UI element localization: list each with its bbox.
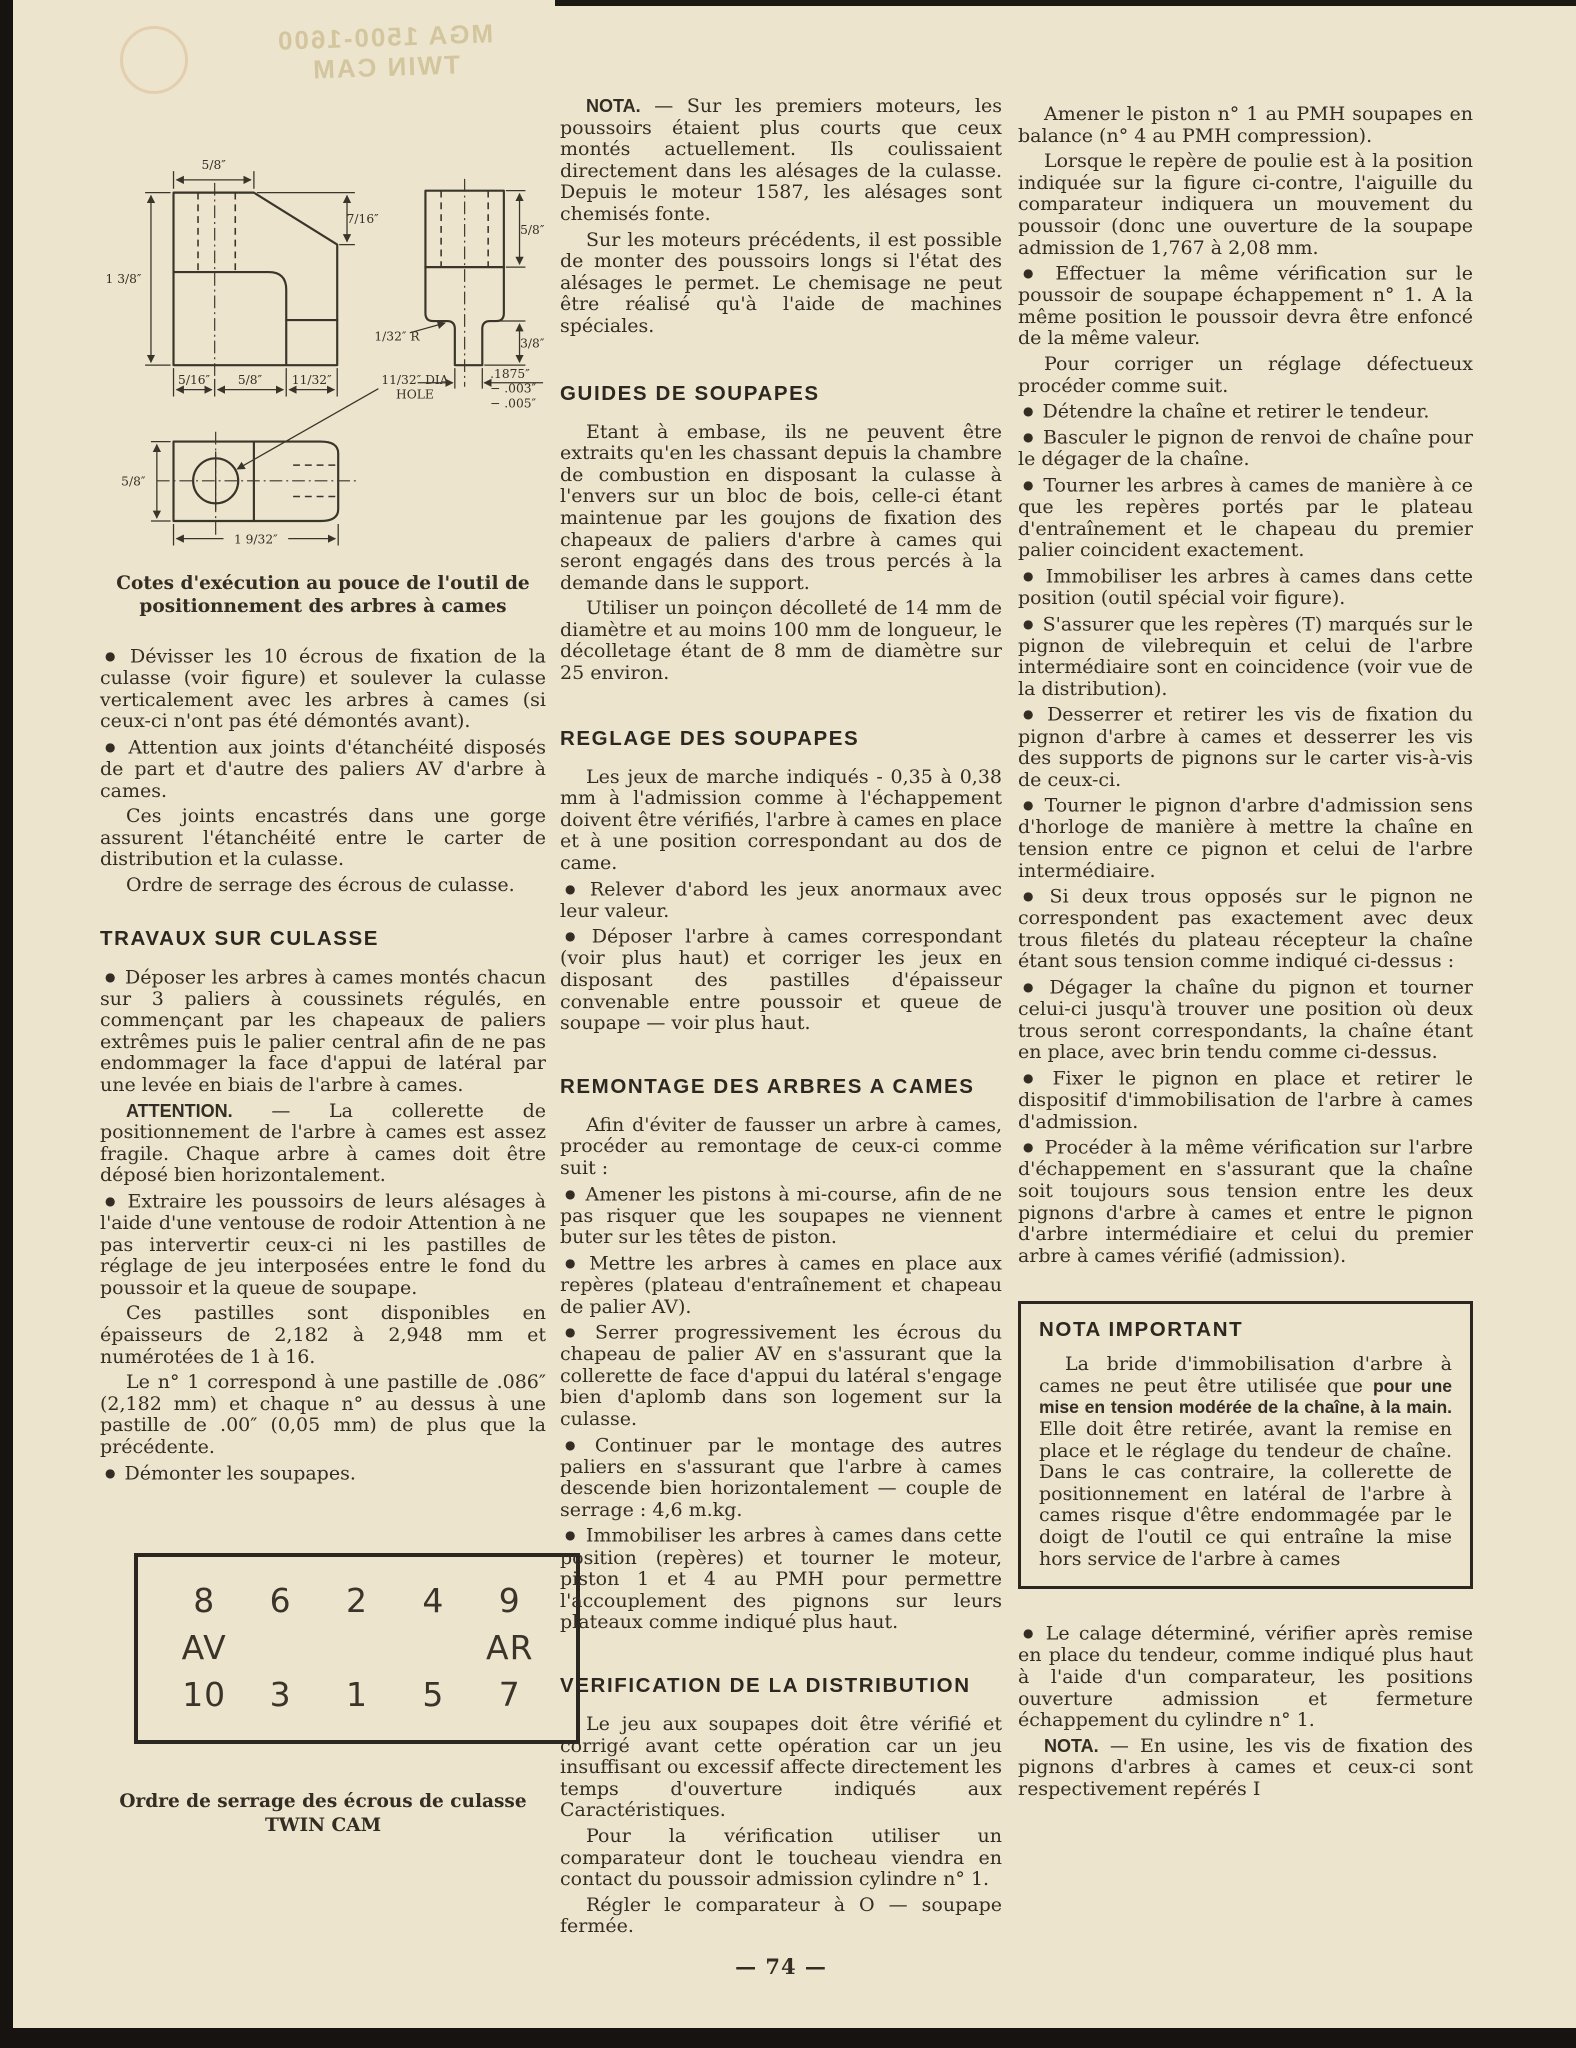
paragraph (1018, 1623, 1473, 1731)
bullet-icon: ● (1023, 568, 1037, 583)
section-heading-guides-de-soupapes: GUIDES DE SOUPAPES (560, 381, 820, 405)
stem-tol2-label: − .005″ (490, 396, 537, 411)
paragraph-text: Dégager la chaîne du pignon et tourner celui-ci jusqu'à trouver une position où deux trous seront correspondants, la chaîne étant en place, avec brin tendu comme ci-dessus. (1018, 976, 1473, 1064)
dim-base2-label: 5/8″ (237, 372, 263, 387)
hole-callout-label-2: HOLE (396, 387, 434, 402)
bullet-icon: ● (1023, 980, 1041, 995)
bullet-icon: ● (1023, 478, 1035, 492)
table-cell: 7 (498, 1674, 521, 1714)
table-cell-av: AV (181, 1627, 227, 1667)
paragraph-text: Si deux trous opposés sur le pignon ne correspondent pas exactement avec deux trous filetés du plateau récepteur la chaîne étant sous tension comme indiqué ci-dessus : (1018, 885, 1473, 973)
faint-stamp-mark (120, 26, 188, 94)
paragraph (100, 1101, 546, 1187)
table-cell: 6 (269, 1580, 292, 1620)
paragraph (1018, 1736, 1473, 1801)
paragraph-text: Immobiliser les arbres à cames dans cette position (outil spécial voir figure). (1018, 565, 1473, 609)
dim-front-shoulder-label: 3/8″ (520, 336, 545, 351)
paragraph (560, 1253, 1002, 1318)
fillet-radius-label: 1/32″ R (374, 329, 420, 344)
paragraph (560, 1525, 1002, 1633)
paragraph-text: Desserrer et retirer les vis de fixation du pignon d'arbre à cames et desserrer les vis des supports de pignons sur le carter vis-à-vis de ceux-ci. (1018, 703, 1473, 791)
paragraph (560, 1322, 1002, 1430)
bullet-icon: ● (565, 929, 583, 944)
paragraph (100, 646, 546, 733)
paragraph (560, 879, 1002, 923)
paragraph-text: Procéder à la même vérification sur l'arbre d'échappement en s'assurant que la chaîne soit toujours sous tension entre les deux pignons d'arbre à cames et entre le pignon d'arbre intermédiaire et celui du premier arbre à cames vérifié (admission). (1018, 1136, 1473, 1267)
paragraph-text: Attention aux joints d'étanchéité disposés de part et d'autre des paliers AV d'arbre à cames. (100, 736, 546, 802)
bleedthrough-text (204, 16, 566, 89)
dim-plan-height-label: 5/8″ (121, 474, 146, 489)
dim-front-top-label: 5/8″ (520, 222, 545, 237)
bullet-icon: ● (1023, 1626, 1037, 1641)
table-cell: 5 (422, 1674, 445, 1714)
middle-column (560, 96, 1002, 1942)
bullet-icon: ● (565, 1255, 581, 1270)
paragraph (560, 96, 1002, 226)
bullet-icon: ● (105, 1465, 116, 1480)
torque-sequence-table (134, 1553, 580, 1744)
paragraph (560, 1184, 1002, 1249)
paragraph (1018, 1068, 1473, 1133)
dim-base3-label: 11/32″ (291, 372, 332, 387)
figure-caption-line1: Cotes d'exécution au pouce de l'outil de (116, 573, 530, 594)
paragraph (100, 1303, 546, 1368)
paragraph-text: Ces joints encastrés dans une gorge assurent l'étanchéité entre le carter de distribution et la culasse. (100, 805, 546, 871)
paragraph-text: Extraire les poussoirs de leurs alésages à l'aide d'une ventouse de rodoir Attention à ne pas intervertir ceux-ci ni les pastilles de réglage de jeu interposées entre le fond du poussoir et la queue de soupape. (100, 1190, 546, 1299)
paragraph-text: Le n° 1 correspond à une pastille de .086″ (2,182 mm) et chaque n° au dessus à une pastille de .00″ (0,05 mm) de plus que la précédente. (100, 1371, 546, 1458)
paragraph (1018, 886, 1473, 973)
paragraph (100, 737, 546, 802)
paragraph-text: Détendre la chaîne et retirer le tendeur. (1042, 400, 1430, 423)
bullet-icon: ● (565, 1437, 586, 1452)
bullet-icon: ● (1023, 404, 1034, 419)
bullet-icon: ● (565, 1528, 577, 1543)
paragraph (1018, 614, 1473, 701)
bullet-icon: ● (1023, 616, 1034, 631)
dim-plan-width-label: 1 9/32″ (233, 532, 278, 547)
scan-edge-bottom (0, 2028, 1576, 2048)
nota-important-text (1039, 1354, 1452, 1570)
table-caption (100, 1790, 546, 1838)
paragraph-text: — La collerette de positionnement de l'arbre à cames est assez fragile. Chaque arbre à cames doit être déposé bien horizontalement. (100, 1099, 546, 1187)
dim-chamfer-label: 7/16″ (346, 212, 379, 227)
paragraph-text: Sur les moteurs précédents, il est possible de monter des poussoirs longs si l'état des alésages le permet. Le chemisage ne peut être réalisé qu'à l'aide de machines spéciales. (560, 228, 1002, 337)
paragraph (1018, 475, 1473, 562)
figure-caption-line2: positionnement des arbres à cames (139, 596, 507, 617)
stem-tol1-label: − .003″ (490, 381, 537, 396)
table-cell-ar: AR (486, 1627, 534, 1667)
table-caption-line2: TWIN CAM (264, 1814, 382, 1836)
paragraph (1018, 263, 1473, 350)
plan-view (121, 432, 357, 547)
paragraph-text: Effectuer la même vérification sur le poussoir de soupape échappement n° 1. A la même position le poussoir devra être enfoncé de la même valeur. (1018, 262, 1473, 350)
paragraph-text: Démonter les soupapes. (124, 1462, 356, 1485)
nota-lead: NOTA. (586, 96, 641, 116)
paragraph (1018, 354, 1473, 397)
attention-lead: ATTENTION. (126, 1100, 233, 1121)
paragraph (560, 1435, 1002, 1522)
paragraph-text: Pour la vérification utiliser un comparateur dont le toucheau viendra en contact du poussoir admission cylindre n° 1. (560, 1824, 1002, 1891)
bullet-icon: ● (1023, 1070, 1044, 1085)
paragraph-text: Déposer les arbres à cames montés chacun sur 3 paliers à coussinets régulés, en commençant par les chapeaux de paliers extrêmes puis le palier central afin de ne pas endommager la face d'appui de latéral par une levée en biais de l'arbre à cames. (100, 966, 546, 1096)
paragraph-text: — En usine, les vis de fixation des pignons d'arbres à cames et ceux-ci sont respectivement repérés I (1018, 1734, 1473, 1800)
section-heading-verification-distribution: VERIFICATION DE LA DISTRIBUTION (560, 1673, 971, 1697)
paragraph (560, 230, 1002, 338)
table-cell: 8 (193, 1580, 216, 1620)
bullet-icon: ● (105, 1193, 119, 1208)
paragraph (100, 875, 546, 897)
paragraph-text: Amener les pistons à mi-course, afin de ne pas risquer que les soupapes ne viennent buter sur les têtes de piston. (560, 1183, 1002, 1249)
table-cell: 4 (422, 1580, 445, 1620)
nota-lead: NOTA. (1044, 1735, 1099, 1756)
hole-callout-label-1: 11/32″ DIA (381, 372, 449, 387)
bullet-icon: ● (1023, 430, 1034, 445)
table-row (166, 1675, 548, 1714)
paragraph (1018, 704, 1473, 791)
section-heading-reglage-des-soupapes: REGLAGE DES SOUPAPES (560, 726, 860, 750)
bullet-icon: ● (105, 649, 121, 663)
nota-pre: La bride d'immobilisation d'arbre à cames ne peut être utilisée que (1039, 1353, 1452, 1397)
paragraph-text: Les jeux de marche indiqués - 0,35 à 0,38 mm à l'admission comme à l'échappement doivent être vérifiés, l'arbre à cames en place et à une position correspondant au dos de came. (560, 765, 1002, 875)
nota-bold: pour une mise en tension modérée de la chaîne, à la main. (1039, 1375, 1452, 1418)
stem-dia-label: .1875″ (490, 366, 530, 381)
paragraph (560, 1895, 1002, 1938)
nota-important-box (1018, 1301, 1473, 1589)
paragraph (100, 806, 546, 871)
paragraph (1018, 566, 1473, 610)
paragraph (1018, 1137, 1473, 1267)
paragraph-text: Le jeu aux soupapes doit être vérifié et corrigé avant cette opération car un jeu insuffisant ou excessif affecte directement les temps d'ouverture indiqués aux Caractéristiques. (560, 1712, 1002, 1822)
paragraph-text: Fixer le pignon en place et retirer le dispositif d'immobilisation de l'arbre à cames d'admission. (1018, 1067, 1473, 1133)
paragraph-text: Afin d'éviter de fausser un arbre à cames, procéder au remontage de ceux-ci comme suit : (560, 1113, 1002, 1179)
page-number: — 74 — (735, 1954, 827, 1979)
paragraph-text: Lorsque le repère de poulie est à la position indiquée sur la figure ci-contre, l'aiguille du comparateur indiquera un mouvement du poussoir (donc une ouverture de la soupape admission de 1,767 à 2,08 mm. (1018, 150, 1473, 259)
table-row (166, 1628, 548, 1667)
paragraph (1018, 427, 1473, 471)
paragraph-text: Pour corriger un réglage défectueux procéder comme suit. (1018, 353, 1473, 397)
paragraph (560, 422, 1002, 595)
nota-important-title: NOTA IMPORTANT (1039, 1318, 1244, 1342)
paragraph-text: Ces pastilles sont disponibles en épaisseurs de 2,182 à 2,948 mm et numérotées de 1 à 16. (100, 1302, 546, 1368)
table-cell: 1 (345, 1674, 368, 1714)
paragraph (560, 926, 1002, 1034)
paragraph (1018, 401, 1473, 423)
paragraph (100, 1463, 546, 1485)
paragraph-text: Amener le piston n° 1 au PMH soupapes en balance (n° 4 au PMH compression). (1018, 103, 1473, 147)
paragraph-text: Basculer le pignon de renvoi de chaîne pour le dégager de la chaîne. (1018, 426, 1473, 471)
left-column (100, 88, 546, 1838)
paragraph (1018, 104, 1473, 147)
bleedthrough-line2: TWIN CAM (310, 49, 461, 85)
paragraph-text: S'assurer que les repères (T) marqués sur le pignon de vilebrequin et celui de l'arbre intermédiaire sont en coincidence (voir vue de la distribution). (1018, 613, 1473, 700)
bullet-icon: ● (565, 1186, 577, 1201)
paragraph-text: Relever d'abord les jeux anormaux avec leur valeur. (560, 878, 1002, 922)
tool-dimensions-figure (100, 88, 546, 618)
figure-caption (100, 572, 546, 618)
scan-edge-top (555, 0, 1576, 6)
paragraph (560, 598, 1002, 684)
paragraph-text: — Sur les premiers moteurs, les poussoirs étaient plus courts que ceux montés actuellement. Ils coulissaient directement dans les alésages de la culasse. Depuis le moteur 1587, les alésages sont chemisés fonte. (560, 95, 1002, 225)
paragraph-text: Tourner les arbres à cames de manière à ce que les repères portés par le plateau d'entraînement et le chapeau du premier palier coincident exactement. (1018, 474, 1473, 562)
table-cell: 2 (345, 1580, 368, 1620)
paragraph (1018, 795, 1473, 882)
paragraph-text: Tourner le pignon d'arbre d'admission sens d'horloge de manière à mettre la chaîne en tension entre ce pignon et celui de l'arbre intermédiaire. (1018, 794, 1473, 882)
table-row (166, 1581, 548, 1620)
dim-base1-label: 5/16″ (178, 372, 211, 387)
bullet-icon: ● (1023, 889, 1041, 904)
paragraph (100, 967, 546, 1097)
bullet-icon: ● (1023, 1140, 1036, 1155)
paragraph-text: Déposer l'arbre à cames correspondant (voir plus haut) et corriger les jeux en disposant des pastilles d'épaisseur convenable entre poussoir et queue de soupape — voir plus haut. (560, 925, 1002, 1035)
table-cell: 9 (498, 1580, 521, 1620)
paragraph (560, 1115, 1002, 1180)
nota-post: Elle doit être retirée, avant la remise en place et le réglage du tendeur de chaîne. Dans le cas contraire, la collerette de positionnement en latéral de l'arbre à cames risque d'être endommagée par le doigt de l'outil ce qui entraîne la mise hors service de l'arbre à cames (1039, 1418, 1452, 1570)
bullet-icon: ● (105, 969, 116, 984)
paragraph-text: Etant à embase, ils ne peuvent être extraits qu'en les chassant depuis la chambre de combustion en disposant la culasse à l'envers sur un bloc de bois, celle-ci étant maintenue par les goujons de fixation des chapeaux de paliers d'arbre à cames qui seront engagés dans des trous percés à la demande dans le support. (560, 420, 1002, 594)
paragraph (100, 1191, 546, 1299)
bullet-icon: ● (1023, 707, 1039, 722)
bullet-icon: ● (105, 739, 120, 754)
side-view (106, 158, 449, 469)
paragraph-text: Immobiliser les arbres à cames dans cette position (repères) et tourner le moteur, piston 1 et 4 au PMH pour permettre l'accouplement des pignons sur leurs plateaux comme indiqué plus haut. (560, 1524, 1002, 1634)
paragraph-text: Le calage déterminé, vérifier après remise en place du tendeur, comme indiqué plus haut à l'aide d'un comparateur, les positions ouverture admission et fermeture échappement du cylindre n° 1. (1018, 1622, 1473, 1732)
paragraph (560, 1714, 1002, 1822)
section-heading-travaux-sur-culasse: TRAVAUX SUR CULASSE (100, 926, 380, 950)
bullet-icon: ● (565, 881, 581, 896)
paragraph (1018, 977, 1473, 1064)
paragraph (1018, 151, 1473, 259)
paragraph (100, 1372, 546, 1458)
dim-total-height-label: 1 3/8″ (105, 271, 142, 286)
paragraph-text: Dévisser les 10 écrous de fixation de la culasse (voir figure) et soulever la culasse verticalement avec les arbres à cames (si ceux-ci n'ont pas été démontés avant). (100, 645, 546, 733)
table-cell: 10 (182, 1674, 227, 1714)
table-cell: 3 (269, 1674, 292, 1714)
scan-edge-left (0, 0, 13, 2048)
paragraph-text: Continuer par le montage des autres paliers en s'assurant que l'arbre à cames descende bien horizontalement — couple de serrage : 4,6 m.kg. (560, 1434, 1002, 1521)
paragraph (560, 767, 1002, 875)
paragraph-text: Serrer progressivement les écrous du chapeau de palier AV en s'assurant que la collerette de face d'appui du latéral s'engage bien d'aplomb dans son logement sur la culasse. (560, 1321, 1002, 1430)
tool-dimensions-drawing (100, 88, 546, 558)
bullet-icon: ● (1023, 798, 1036, 813)
bullet-icon: ● (1023, 266, 1047, 281)
right-column (1018, 104, 1473, 1804)
bullet-icon: ● (565, 1325, 587, 1340)
paragraph (560, 1826, 1002, 1891)
paragraph-text: Mettre les arbres à cames en place aux repères (plateau d'entraînement et chapeau de palier AV). (560, 1252, 1002, 1318)
section-heading-remontage-des-arbres: REMONTAGE DES ARBRES A CAMES (560, 1074, 975, 1098)
paragraph-text: Ordre de serrage des écrous de culasse. (126, 873, 515, 896)
paragraph-text: Régler le comparateur à O — soupape fermée. (560, 1893, 1002, 1938)
bleedthrough-line1: MGA 1500-1600 (275, 18, 494, 56)
dim-top-width-label: 5/8″ (201, 158, 226, 173)
table-caption-line1: Ordre de serrage des écrous de culasse (119, 1790, 527, 1812)
paragraph-text: Utiliser un poinçon décolleté de 14 mm de diamètre et au moins 100 mm de longueur, le décolletage étant de 8 mm de diamètre sur 25 environ. (560, 597, 1002, 685)
